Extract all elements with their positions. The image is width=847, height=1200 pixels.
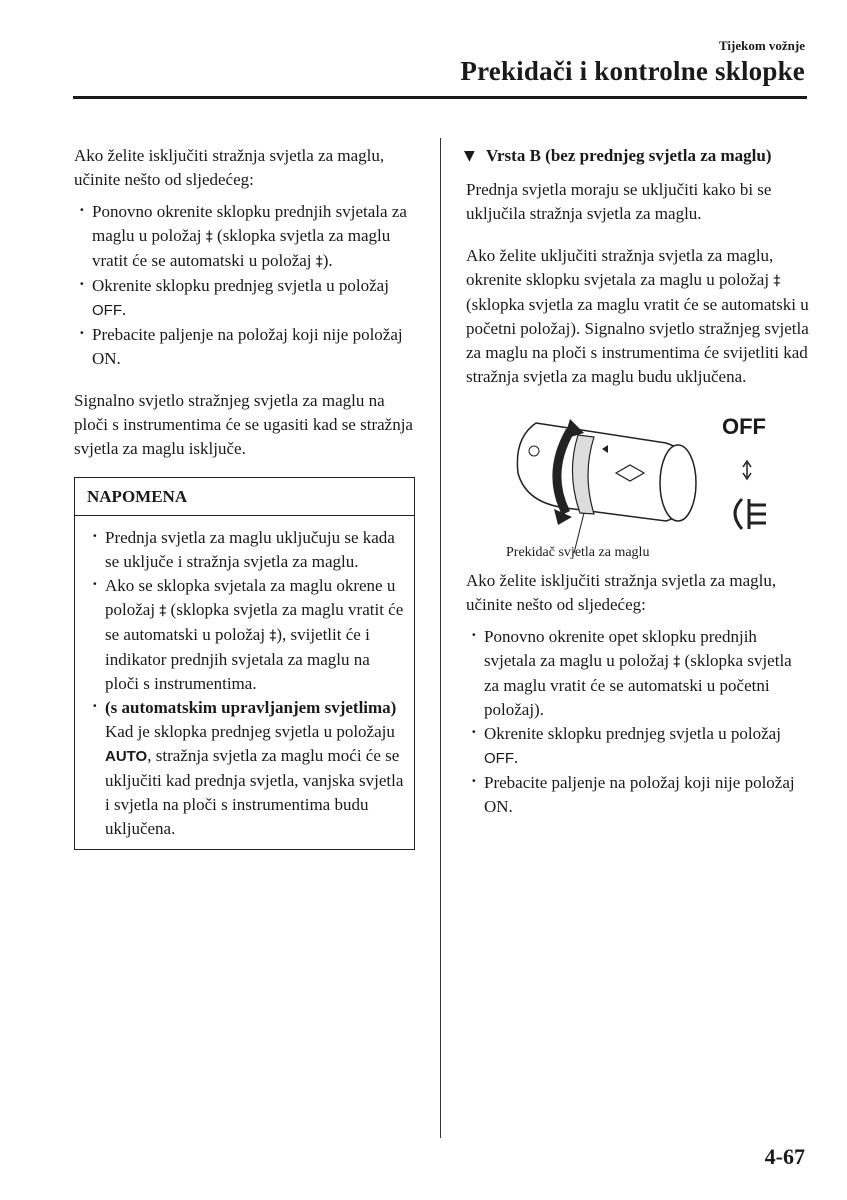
bullet-text: Okrenite sklopku prednjeg svjetla u položaj [484,724,781,743]
paragraph-text: Ako želite uključiti stražnja svjetla za maglu, okrenite sklopku svjetala za maglu u položaj [466,246,774,289]
fog-light-rear-icon: ‡ [205,229,213,245]
page-title: Prekidači i kontrolne sklopke [460,56,805,86]
off-position-label: OFF [484,750,514,767]
stalk-end-cap [660,445,696,521]
bullet-text: . [122,300,127,319]
bullet-text: . [514,748,519,767]
bullet-text: Kad je sklopka prednjeg svjetla u položaju [105,722,395,741]
right-paragraph-2 [466,244,811,389]
column-divider [440,138,441,1138]
up-down-arrow-icon [743,461,751,479]
right-column [466,144,811,819]
list-item [87,696,404,841]
bullet-text: ). [322,251,333,270]
paragraph-text: (sklopka svjetla za maglu vratit će se automatski u početni položaj). Signalno svjetlo stražnjeg svjetla za maglu na ploči s instrumentima će svijetliti kad stražnja svjetla za maglu budu uključena. [466,295,809,386]
note-bullet-list [87,526,404,841]
off-position-label: OFF [92,302,122,319]
fog-light-front-icon: ‡ [269,628,277,644]
note-title: NAPOMENA [75,478,414,516]
bullet-text: ), svijetlit će i indikator prednjih svjetala za maglu na ploči s instrumentima. [105,625,370,693]
left-bullet-list [74,200,419,371]
fog-light-rear-icon: ‡ [673,654,681,670]
section-label: Tijekom vožnje [718,38,805,53]
note-body [75,516,414,849]
bullet-text: , stražnja svjetla za maglu moći će se uključiti kad prednja svjetla, vanjska svjetla i svjetla na ploči s instrumentima budu uključena. [105,746,404,838]
list-item [74,274,419,323]
triangle-marker-icon: ▼ [464,148,475,164]
left-column [74,144,419,850]
figure-caption: Prekidač svjetla za maglu [506,545,650,560]
list-item [466,722,811,771]
fog-light-switch-figure [466,413,811,563]
figure-off-label: OFF [722,414,766,439]
bullet-text: Ponovno okrenite sklopku prednjih svjetala za maglu u položaj [92,202,407,245]
list-item [87,574,404,696]
bullet-text: Okrenite sklopku prednjeg svjetla u položaj [92,276,389,295]
bullet-text: (sklopka svjetla za maglu vratit će se automatski u početni položaj). [484,651,792,719]
list-item [74,200,419,274]
bullet-text: (sklopka svjetla za maglu vratit će se automatski u položaj [105,600,404,644]
list-item: · Prebacite paljenje na položaj koji nije položaj ON. [74,323,419,371]
subheading [466,144,811,168]
right-intro-paragraph: Ako želite isključiti stražnja svjetla za maglu, učinite nešto od sljedećeg: [466,571,777,614]
fog-light-front-icon: ‡ [315,254,323,270]
right-bullet-list [466,625,811,819]
note-box [74,477,415,850]
page-number: 4-67 [764,1144,805,1169]
fog-light-rear-icon: ‡ [159,603,167,619]
list-item: · Prebacite paljenje na položaj koji nije položaj ON. [466,771,811,819]
list-item: · Prednja svjetla za maglu uključuju se kada se uključe i stražnja svjetla za maglu. [87,526,404,574]
bullet-text: Ako se sklopka svjetala za maglu okrene u položaj [105,576,396,619]
bullet-bold-heading: (s automatskim upravljanjem svjetlima) [105,698,397,717]
fog-light-rear-icon: ‡ [773,273,781,289]
signal-paragraph: Signalno svjetlo stražnjeg svjetla za maglu na ploči s instrumentima će se ugasiti kad se stražnja svjetla za maglu isključe. [74,391,413,458]
subheading-text: Vrsta B (bez prednjeg svjetla za maglu) [486,146,772,165]
bullet-text: (sklopka svjetla za maglu vratit će se automatski u položaj [92,226,391,270]
auto-position-label: AUTO [105,748,148,765]
bullet-text: Ponovno okrenite opet sklopku prednjih svjetala za maglu u položaj [484,627,757,670]
list-item [466,625,811,722]
header-rule [73,96,807,99]
left-intro-paragraph: Ako želite isključiti stražnja svjetla za maglu, učinite nešto od sljedećeg: [74,146,385,189]
fog-lamp-rays-icon [749,499,766,529]
right-paragraph-1: Prednja svjetla moraju se uključiti kako bi se uključila stražnja svjetla za maglu. [466,180,772,223]
fog-lamp-icon [735,499,742,529]
